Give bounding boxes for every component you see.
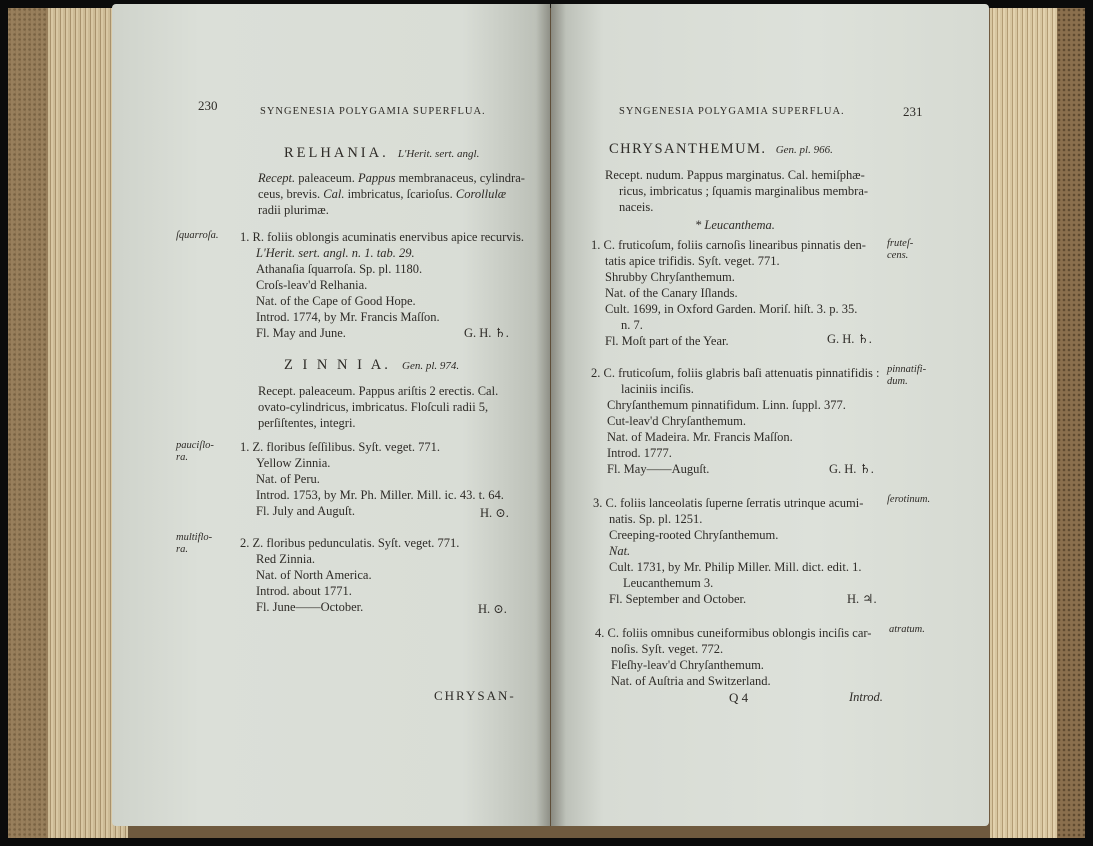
habitat-mark: H. ⊙. [480, 506, 509, 520]
species-line: Introd. 1774, by Mr. Francis Maſſon. [256, 310, 440, 324]
species-line: Nat. of Peru. [256, 472, 320, 486]
species-margin-name: ra. [176, 544, 188, 555]
species-line: Fl. July and Auguſt. [256, 504, 355, 518]
species-line: Nat. of Auſtria and Switzerland. [611, 674, 771, 688]
left-page [112, 4, 550, 826]
habitat-mark: H. ♃. [847, 592, 877, 606]
species-line: Red Zinnia. [256, 552, 316, 566]
species-margin-name: multiflo- [176, 532, 213, 543]
species-line: Cult. 1731, by Mr. Philip Miller. Mill. dict. edit. 1. [609, 560, 862, 574]
page-edges-left [8, 8, 128, 838]
species-margin-name: cens. [887, 250, 909, 261]
species-line: Nat. of North America. [256, 568, 372, 582]
species-line: Creeping-rooted Chryſanthemum. [609, 528, 779, 542]
book-gutter [536, 4, 566, 826]
species-line: Nat. [609, 544, 631, 558]
page-number: 230 [198, 98, 218, 113]
species-line: Fl. Moſt part of the Year. [605, 334, 729, 348]
species-margin-name: ra. [176, 452, 188, 463]
species-line: Shrubby Chryſanthemum. [605, 270, 735, 284]
page-edges-right [990, 8, 1085, 838]
species-line: Fl. September and October. [609, 592, 747, 606]
catchword: Introd. [849, 690, 883, 704]
species-margin-name: atratum. [889, 624, 925, 635]
species-line: Introd. 1777. [607, 446, 672, 460]
page-number: 231 [903, 104, 923, 119]
genus-description: Recept. paleaceum. Pappus membranaceus, cylindra- [258, 171, 525, 185]
species-line: Croſs-leav'd Relhania. [256, 278, 368, 292]
genus-description: radii plurimæ. [258, 203, 329, 217]
species-line: Cut-leav'd Chryſanthemum. [607, 414, 747, 428]
species-line: tatis apice trifidis. Syſt. veget. 771. [605, 254, 780, 268]
species-line: 2. C. fruticoſum, foliis glabris baſi attenuatis pinnatifidis : [591, 366, 880, 380]
right-page [551, 4, 989, 826]
species-line: 4. C. foliis omnibus cuneiformibus oblongis inciſis car- [595, 626, 872, 640]
species-line: 1. C. fruticoſum, foliis carnoſis linearibus pinnatis den- [591, 238, 866, 252]
habitat-mark: H. ⊙. [478, 602, 507, 616]
species-line: Fleſhy-leav'd Chryſanthemum. [611, 658, 764, 672]
species-margin-name: dum. [887, 376, 908, 387]
catchword: CHRYSAN- [434, 688, 516, 703]
habitat-mark: G. H. ♄. [829, 462, 874, 476]
species-line: Leucanthemum 3. [623, 576, 714, 590]
species-line: Chryſanthemum pinnatifidum. Linn. ſuppl. 377. [607, 398, 846, 412]
habitat-mark: G. H. ♄. [827, 332, 872, 346]
running-head: SYNGENESIA POLYGAMIA SUPERFLUA. [260, 106, 486, 117]
species-line: n. 7. [621, 318, 643, 332]
species-line: Fl. May and June. [256, 326, 346, 340]
species-line: natis. Sp. pl. 1251. [609, 512, 703, 526]
species-line: Introd. about 1771. [256, 584, 352, 598]
species-margin-name: pinnatifi- [887, 364, 927, 375]
species-line: Nat. of the Canary Iſlands. [605, 286, 738, 300]
species-margin-name: ſerotinum. [887, 494, 931, 505]
genus-heading: Z I N N I A. Gen. pl. 974. [284, 357, 460, 373]
species-line: laciniis inciſis. [621, 382, 694, 396]
running-head: SYNGENESIA POLYGAMIA SUPERFLUA. [619, 106, 845, 117]
species-line: L'Herit. sert. angl. n. 1. tab. 29. [256, 246, 415, 260]
genus-description: ricus, imbricatus ; ſquamis marginalibus membra- [619, 184, 869, 198]
species-line: Yellow Zinnia. [256, 456, 331, 470]
genus-heading: CHRYSANTHEMUM. Gen. pl. 966. [609, 141, 833, 157]
genus-description: ceus, brevis. Cal. imbricatus, ſcarioſus. Corollulæ [258, 187, 507, 201]
genus-description: perſiſtentes, integri. [258, 416, 356, 430]
genus-description: naceis. [619, 200, 654, 214]
species-line: 2. Z. floribus pedunculatis. Syſt. veget. 771. [240, 536, 460, 550]
species-line: 3. C. foliis lanceolatis ſuperne ſerratis utrinque acumi- [593, 496, 864, 510]
species-line: Nat. of Madeira. Mr. Francis Maſſon. [607, 430, 793, 444]
species-line: Nat. of the Cape of Good Hope. [256, 294, 416, 308]
habitat-mark: G. H. ♄. [464, 326, 509, 340]
species-line: 1. Z. floribus ſeſſilibus. Syſt. veget. 771. [240, 440, 440, 454]
species-margin-name: ſquarroſa. [176, 230, 219, 241]
species-line: noſis. Syſt. veget. 772. [611, 642, 724, 656]
genus-description: ovato-cylindricus, imbricatus. Floſculi radii 5, [258, 400, 489, 414]
species-line: Fl. June——October. [256, 600, 364, 614]
species-margin-name: pauciſlo- [176, 440, 214, 451]
species-line: Athanaſia ſquarroſa. Sp. pl. 1180. [256, 262, 423, 276]
signature-mark: Q 4 [729, 690, 749, 705]
species-margin-name: fruteſ- [887, 238, 914, 249]
genus-description: Recept. paleaceum. Pappus ariſtis 2 erectis. Cal. [258, 384, 499, 398]
species-line: 1. R. foliis oblongis acuminatis enervibus apice recurvis. [240, 230, 524, 244]
genus-heading: RELHANIA. L'Herit. sert. angl. [284, 145, 480, 161]
genus-description: Recept. nudum. Pappus marginatus. Cal. hemiſphæ- [605, 168, 865, 182]
species-line: Fl. May——Auguſt. [607, 462, 710, 476]
species-line: Cult. 1699, in Oxford Garden. Moriſ. hiſt. 3. p. 35. [605, 302, 858, 316]
species-line: Introd. 1753, by Mr. Ph. Miller. Mill. ic. 43. t. 64. [256, 488, 504, 502]
section-heading: * Leucanthema. [695, 218, 775, 232]
